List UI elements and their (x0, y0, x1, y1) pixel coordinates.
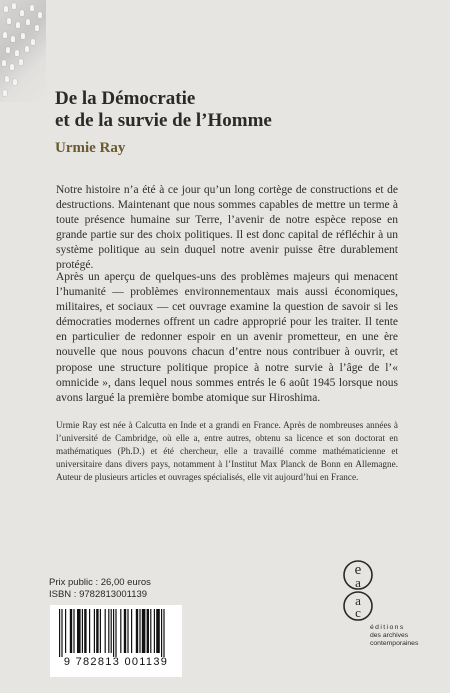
blurb-paragraph-2: Après un aperçu de quelques-uns des problèmes majeurs qui menacent l’humanité — problèmes environnementaux mais aussi économiques, militaires, et sociaux — cet ouvrage examine la question de savoir si les démocraties modernes offrent un cadre approprié pour les traiter. Il tente en particulier de redonner espoir en un avenir prometteur, en une ère nouvelle que nous pouvons chacun d’entre nous contribuer à ouvrir, et propose une structure politique propice à notre survie à l’âge de l’« omnicide », dans lequel nous sommes entrés le 6 août 1945 lorsque nous avons largué la première bombe atomique sur Hiroshima. (56, 271, 398, 404)
barcode-bar (124, 609, 126, 653)
barcode-bar (136, 609, 138, 653)
barcode-bar (82, 609, 83, 653)
barcode-digits: 9 782813 001139 (63, 656, 169, 668)
barcode-bar (70, 609, 72, 653)
author-name: Urmie Ray (55, 140, 126, 156)
book-title-line-1: De la Démocratie (55, 88, 196, 109)
barcode-bar (61, 609, 62, 657)
barcode-bars (53, 609, 179, 657)
price-label: Prix public : 26,00 euros (49, 577, 151, 588)
barcode-bar (84, 609, 86, 653)
book-title (55, 88, 272, 132)
isbn-barcode (50, 605, 182, 677)
barcode-bar (147, 609, 149, 653)
barcode-bar (113, 609, 114, 657)
barcode-bar (142, 609, 146, 653)
barcode-bar (161, 609, 162, 657)
blurb-paragraph-1: Notre histoire n’a été à ce jour qu’un long cortège de constructions et de destructions. Maintenant que nous sommes capables de mettre un terme à toute présence humaine sur Terre, l’avenir de notre espèce repose en grande partie sur des choix politiques. Il est donc capital de réfléchir à un système politique au sein duquel notre avenir puisse être durablement protégé. (56, 184, 398, 272)
publisher-name (370, 624, 430, 648)
price-isbn-block (49, 577, 151, 600)
logo-letter-4: c (355, 605, 361, 620)
barcode-bar (59, 609, 60, 657)
publisher-line-2: des archives (370, 632, 409, 639)
barcode-bar (108, 609, 109, 653)
barcode-bar (73, 609, 74, 653)
book-title-line-2: et de la survie de l’Homme (55, 110, 272, 131)
barcode-bar (150, 609, 151, 653)
barcode-bar (156, 609, 160, 653)
barcode-bar (89, 609, 90, 653)
barcode-bar (115, 609, 116, 657)
barcode-bar (120, 609, 121, 653)
barcode-bar (96, 609, 98, 653)
barcode-bar (139, 609, 140, 653)
publisher-line-3: contemporaines (370, 640, 419, 647)
author-biography: Urmie Ray est née à Calcutta en Inde et a grandi en France. Après de nombreuses années à l’université de Cambridge, où elle a, entre autres, obtenu sa licence et son doctorat en mathématiques (Ph.D.) et été chercheur, elle a travaillé comme mathématicienne et universitaire dans divers pays, notamment à l’Institut Max Planck de Bonn en Allemagne. Auteur de plusieurs articles et ouvrages spécialisés, elle vit aujourd’hui en France. (56, 420, 398, 482)
barcode-bar (154, 609, 155, 653)
barcode-bar (163, 609, 164, 657)
logo-letter-3: a (355, 593, 361, 608)
barcode-bar (111, 609, 112, 653)
cover-photo-fragment (0, 0, 46, 102)
barcode-bar (127, 609, 128, 653)
barcode-bar (100, 609, 101, 653)
publisher-logo-icon (338, 560, 378, 622)
logo-letter-2: a (355, 575, 361, 590)
isbn-label: ISBN : 9782813001139 (49, 588, 148, 600)
barcode-bar (94, 609, 95, 653)
barcode-bar (65, 609, 66, 653)
barcode-bar (77, 609, 81, 653)
barcode-bar (131, 609, 132, 653)
logo-letter-1: e (354, 562, 362, 578)
publisher-line-1: éditions (370, 624, 405, 631)
barcode-bar (105, 609, 106, 653)
